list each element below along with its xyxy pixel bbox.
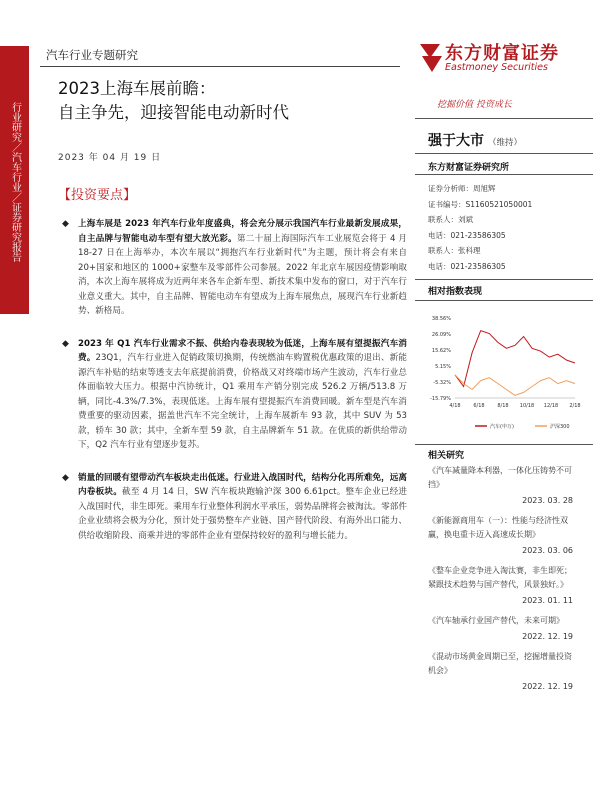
x-tick-label: 8/18 [497, 403, 509, 409]
contact-line: 证书编号：S1160521050001 [428, 199, 533, 209]
contact-line: 电话：021-23586305 [428, 230, 506, 240]
right-divider [415, 118, 593, 119]
bullet-3 [62, 471, 407, 544]
right-divider [415, 153, 593, 154]
company-slogan: 挖掘价值 投资成长 [437, 100, 512, 110]
legend-label: 汽车(申万) [490, 424, 514, 430]
related-item-date: 2022. 12. 19 [522, 682, 573, 691]
y-tick-label: -15.79% [430, 396, 451, 402]
company-name-en: Eastmoney Securities [445, 62, 548, 73]
bullet-body: 23Q1，汽车行业进入促销政策切换期，传统燃油车购置税优惠政策的退出、新能源汽车补贴的结束等透支去年底提前消费，价格战又对终端市场产生波动，汽车行业总体面临较大压力。根据中汽协统计，Q1 乘用车产销分别完成 526.2 万辆/513.8 万辆，同比-4.3%/7.3%，表现低迷。上海车展有望提振汽车消费回暖。新车型是汽车消费重要的驱动因素，据盖世汽车不完全统计，上海车展新车 93 款，其中 SUV 为 53 款，轿车 30 款；其中，全新车型 59 款，自主品牌新车 51 款。在优质的新供给带动下，Q2 汽车行业有望逐步复苏。 [78, 353, 407, 450]
rating-label: 强于大市 [428, 133, 484, 149]
y-tick-label: -5.32% [433, 380, 451, 386]
x-tick-label: 10/18 [519, 403, 535, 409]
contact-line: 证券分析师：周旭辉 [428, 184, 496, 193]
related-item-date: 2022. 12. 19 [522, 632, 573, 641]
bullet-1 [62, 217, 407, 319]
related-item-title[interactable]: 《汽车减量降本利器，一体化压铸势不可挡》 [428, 466, 572, 489]
title-line-2: 自主争先，迎接智能电动新时代 [58, 103, 289, 122]
report-date: 2023 年 04 月 19 日 [58, 153, 162, 163]
relative-index-chart [415, 308, 595, 438]
x-tick-label: 6/18 [473, 403, 485, 409]
investment-heading: 【投资要点】 [58, 188, 137, 203]
right-divider [415, 300, 593, 301]
report-title [58, 77, 289, 125]
diamond-bullet-icon: ◆ [62, 472, 69, 483]
y-tick-label: 5.15% [435, 364, 451, 370]
right-divider [415, 174, 593, 175]
diamond-bullet-icon: ◆ [62, 338, 69, 349]
related-item-date: 2023. 03. 06 [522, 546, 573, 555]
contact-line: 联系人：刘斌 [428, 215, 473, 224]
institute-name: 东方财富证券研究所 [428, 163, 510, 173]
rating [428, 130, 522, 150]
related-research-list [428, 464, 573, 700]
series-line-2 [455, 375, 575, 396]
right-divider [415, 444, 593, 445]
report-type: 汽车行业专题研究 [46, 48, 138, 62]
company-name-cn: 东方财富证券 [445, 43, 559, 64]
y-tick-label: 26.09% [431, 332, 451, 338]
x-tick-label: 12/18 [543, 403, 559, 409]
y-tick-label: 38.56% [431, 316, 451, 322]
bullet-body: 截至 4 月 14 日，SW 汽车板块跑输沪深 300 6.61pct。整车企业已经进入战国时代，非生即死。乘用车行业整体利润水平承压，弱势品牌将会被淘汰。零部件企业业绩将会极为分化，预计处于强势整车产业链、国产替代阶段、有海外出口能力、供给收缩阶段、商乘并进的零部件企业有望保持较好的盈利与增长能力。 [78, 487, 407, 541]
related-item-title[interactable]: 《混动市场黄金周期已至，挖掘增量投资机会》 [428, 652, 572, 675]
diamond-bullet-icon: ◆ [62, 219, 69, 229]
title-line-1: 2023上海车展前瞻： [58, 79, 216, 98]
related-research-title: 相关研究 [428, 451, 465, 461]
related-item-title[interactable]: 《汽车轴承行业国产替代，未来可期》 [428, 616, 564, 625]
related-item-title[interactable]: 《新能源商用车（一）：性能与经济性双赢，换电重卡迈入高速成长期》 [428, 516, 568, 539]
bullet-2 [62, 337, 407, 453]
side-category-strip: 行业研究／汽车行业／证券研究报告 [0, 46, 29, 314]
x-tick-label: 4/18 [449, 403, 461, 409]
related-item-title[interactable]: 《整车企业竞争进入淘汰赛，非生即死；紧跟技术趋势与国产替代，风景独好。》 [428, 566, 572, 589]
contacts [428, 181, 532, 274]
rating-sub: （维持） [488, 138, 523, 148]
contact-line: 联系人：张科理 [428, 246, 481, 255]
related-item-date: 2023. 03. 28 [522, 496, 573, 505]
bullet-lead: 2023 年 Q1 汽车行业需求不振、供给内卷表现较为低迷，上海车展有望提振汽车消费。 [78, 338, 407, 363]
bullet-lead: 销量的回暖有望带动汽车板块走出低迷。行业进入战国时代，结构分化再所难免，远离内卷板块。 [78, 472, 407, 497]
x-tick-label: 2/18 [569, 403, 581, 409]
y-tick-label: 15.62% [431, 348, 451, 354]
bullet-lead: 上海车展是 2023 年汽车行业年度盛典，将会充分展示我国汽车行业最新发展成果，自主品牌与智能电动车型有望大放光彩。 [78, 219, 407, 244]
header-divider [40, 66, 400, 67]
right-divider [415, 279, 593, 280]
contact-line: 电话：021-23586305 [428, 261, 506, 271]
series-line-1 [455, 331, 575, 387]
relative-index-title: 相对指数表现 [428, 287, 483, 297]
investment-points [62, 217, 407, 561]
bullet-body: 第二十届上海国际汽车工业展览会将于 4 月 18-27 日在上海举办，本次车展以“拥抱汽车行业新时代”为主题，预计将会有来自 20+国家和地区的 1000+家整车及零部件公司参展。2022 年北京车展因疫情影响取消，本次上海车展将成为近两年来各车企新车型、新技术集中发布的窗口，对于汽车行业意义重大。其中，自主品牌、智能电动车有望成为上海车展焦点，展现汽车行业新趋势、新格局。 [78, 233, 407, 316]
related-item-date: 2023. 01. 11 [522, 596, 573, 605]
legend-label: 沪深300 [550, 424, 570, 430]
